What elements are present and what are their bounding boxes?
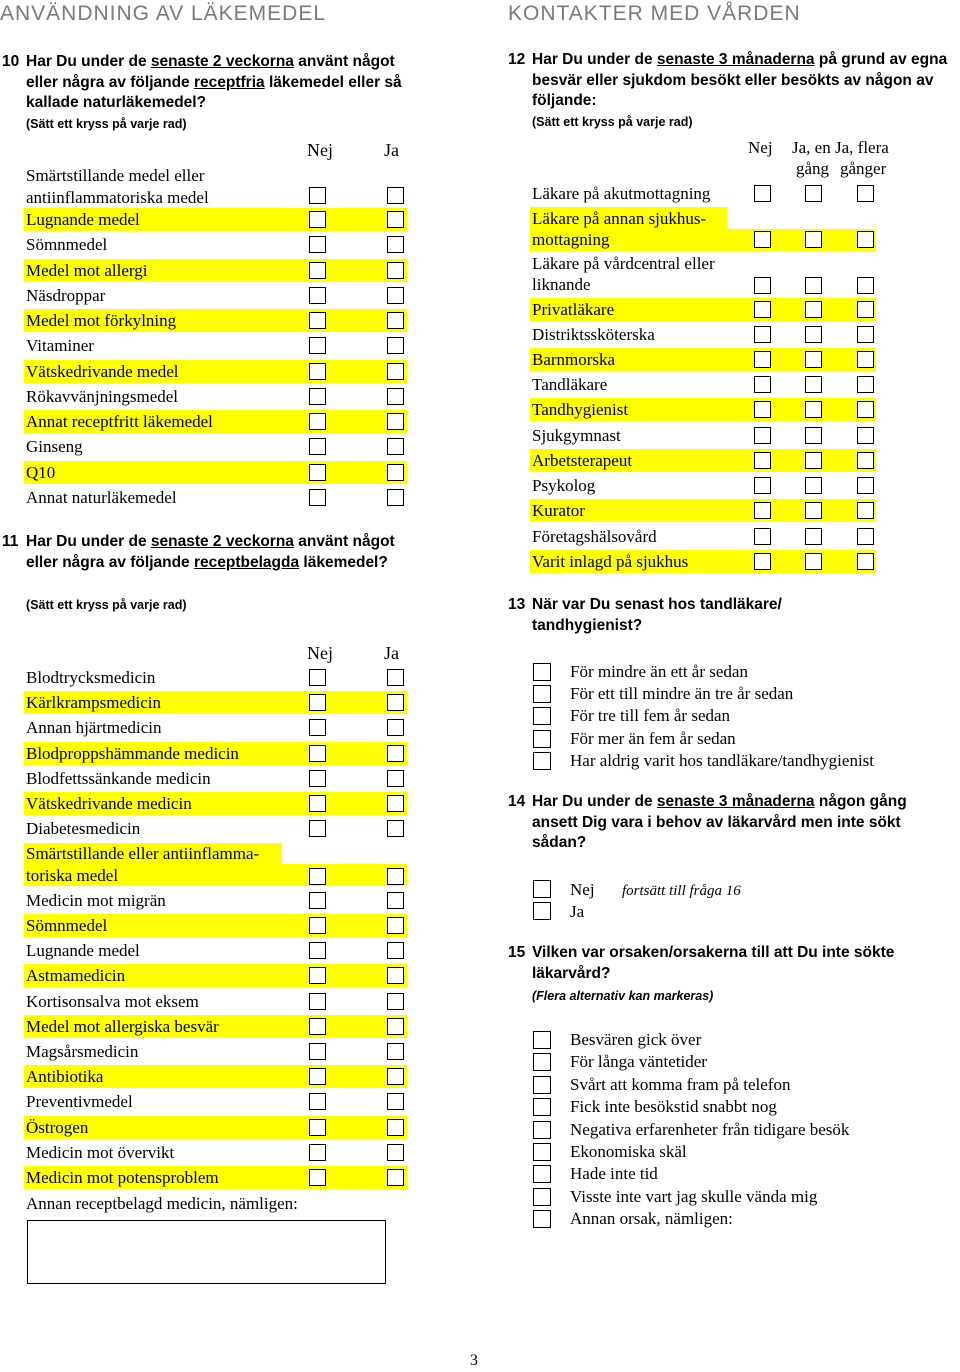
option-label: Annan orsak, nämligen: xyxy=(570,1209,733,1229)
item-label: Lugnande medel xyxy=(26,941,140,960)
checkbox-yes[interactable] xyxy=(387,770,404,787)
item-label: Sömnmedel xyxy=(26,916,108,935)
answer-row xyxy=(24,1065,407,1088)
column-header-many: Ja, flera xyxy=(835,138,889,157)
item-label: Smärtstillande eller antiinflamma- xyxy=(26,844,260,863)
column-header-once-2: gång xyxy=(796,159,830,178)
checkbox-q15-option[interactable] xyxy=(533,1031,551,1049)
answer-row xyxy=(530,298,876,321)
instruction: (Sätt ett kryss på varje rad) xyxy=(26,117,187,131)
item-label: Preventivmedel xyxy=(26,1092,133,1111)
checkbox-no[interactable] xyxy=(754,376,771,393)
checkbox-once[interactable] xyxy=(805,502,822,519)
checkbox-no[interactable] xyxy=(754,502,771,519)
option-label: Besvären gick över xyxy=(570,1030,702,1049)
checkbox-no[interactable] xyxy=(309,993,326,1010)
item-label: Annat receptfritt läkemedel xyxy=(26,412,213,432)
column-header-once: Ja, en xyxy=(792,138,831,157)
checkbox-no[interactable] xyxy=(309,262,326,279)
skip-note: fortsätt till fråga 16 xyxy=(622,883,741,899)
item-label: liknande xyxy=(532,275,591,294)
checkbox-no[interactable] xyxy=(754,301,771,318)
checkbox-no[interactable] xyxy=(309,795,326,812)
answer-row xyxy=(530,398,876,421)
answer-row xyxy=(24,666,407,689)
answer-row xyxy=(24,817,407,840)
question-14 xyxy=(508,792,948,854)
question-11 xyxy=(2,532,412,573)
checkbox-yes[interactable] xyxy=(387,917,404,934)
question-12 xyxy=(508,50,958,112)
answer-row xyxy=(24,435,407,458)
answer-row xyxy=(24,461,407,484)
answer-row xyxy=(24,792,407,815)
option-label: För tre till fem år sedan xyxy=(570,706,731,725)
checkbox-yes[interactable] xyxy=(387,464,404,481)
question-number: 15 xyxy=(508,944,526,961)
answer-row xyxy=(24,914,407,937)
checkbox-no[interactable] xyxy=(754,452,771,469)
item-label: Läkare på vårdcentral eller xyxy=(532,254,715,273)
checkbox-once[interactable] xyxy=(805,185,822,202)
item-label: Annan hjärtmedicin xyxy=(26,718,162,737)
option-label: Nej xyxy=(570,880,595,899)
answer-row xyxy=(24,691,407,714)
checkbox-many[interactable] xyxy=(857,528,874,545)
checkbox-q15-option[interactable] xyxy=(533,1121,551,1139)
checkbox-once[interactable] xyxy=(805,326,822,343)
question-number: 14 xyxy=(508,793,526,810)
item-label: Astmamedicin xyxy=(26,966,126,985)
checkbox-no[interactable] xyxy=(309,868,326,885)
checkbox-no[interactable] xyxy=(309,1144,326,1161)
checkbox-yes[interactable] xyxy=(387,1018,404,1035)
checkbox-no[interactable] xyxy=(754,185,771,202)
answer-row xyxy=(24,1090,407,1113)
checkbox-yes[interactable] xyxy=(387,1119,404,1136)
item-label: Annat naturläkemedel xyxy=(26,487,177,507)
checkbox-no[interactable] xyxy=(754,528,771,545)
answer-row xyxy=(530,323,876,346)
checkbox-yes[interactable] xyxy=(387,1144,404,1161)
checkbox-q15-option[interactable] xyxy=(533,1098,551,1116)
option-label: För mer än fem år sedan xyxy=(570,729,736,748)
option-label: För ett till mindre än tre år sedan xyxy=(570,684,794,703)
checkbox-q13-option[interactable] xyxy=(533,730,551,748)
question-text: Har Du under de senaste 2 veckorna använt något eller några av följande receptbelagda läkemedel? xyxy=(26,533,395,571)
checkbox-yes[interactable] xyxy=(387,438,404,455)
checkbox-no[interactable] xyxy=(309,312,326,329)
checkbox-q15-option[interactable] xyxy=(533,1053,551,1071)
checkbox-many[interactable] xyxy=(857,231,874,248)
answer-row xyxy=(530,525,876,548)
item-label: Tandhygienist xyxy=(532,400,629,419)
checkbox-yes[interactable] xyxy=(387,312,404,329)
checkbox-many[interactable] xyxy=(857,301,874,318)
checkbox-yes[interactable] xyxy=(387,892,404,909)
option-label: Hade inte tid xyxy=(570,1164,658,1184)
item-label: Distriktssköterska xyxy=(532,325,655,344)
checkbox-many[interactable] xyxy=(857,502,874,519)
answer-row xyxy=(24,889,407,912)
checkbox-yes[interactable] xyxy=(387,236,404,253)
instruction: (Sätt ett kryss på varje rad) xyxy=(26,598,187,612)
checkbox-no[interactable] xyxy=(309,694,326,711)
item-label: Blodproppshämmande medicin xyxy=(26,744,239,763)
other-medicine-label: Annan receptbelagd medicin, nämligen: xyxy=(26,1194,298,1213)
checkbox-q14-yes[interactable] xyxy=(533,902,551,920)
item-label: Kärlkrampsmedicin xyxy=(26,693,162,712)
page-number: 3 xyxy=(470,1352,478,1369)
checkbox-yes[interactable] xyxy=(387,719,404,736)
checkbox-no[interactable] xyxy=(309,211,326,228)
checkbox-yes[interactable] xyxy=(387,942,404,959)
checkbox-no[interactable] xyxy=(309,489,326,506)
column-header-no: Nej xyxy=(748,138,773,157)
answer-row xyxy=(530,424,876,447)
section-title-care-contacts: KONTAKTER MED VÅRDEN xyxy=(508,2,801,25)
checkbox-once[interactable] xyxy=(805,231,822,248)
checkbox-no[interactable] xyxy=(309,413,326,430)
checkbox-no[interactable] xyxy=(754,553,771,570)
checkbox-no[interactable] xyxy=(309,892,326,909)
checkbox-no[interactable] xyxy=(309,745,326,762)
checkbox-no[interactable] xyxy=(309,388,326,405)
question-number: 12 xyxy=(508,51,526,68)
checkbox-yes[interactable] xyxy=(387,489,404,506)
answer-row xyxy=(530,474,876,497)
item-label: Ginseng xyxy=(26,437,83,457)
checkbox-q14-no[interactable] xyxy=(533,880,551,898)
item-label: Medel mot allergiska besvär xyxy=(26,1017,219,1036)
item-label: Lugnande medel xyxy=(26,210,140,229)
item-label: antiinflammatoriska medel xyxy=(26,188,209,207)
checkbox-yes[interactable] xyxy=(387,795,404,812)
answer-row xyxy=(530,449,876,472)
item-label: Smärtstillande medel eller xyxy=(26,166,205,185)
item-label: Läkare på akutmottagning xyxy=(532,184,711,203)
checkbox-yes[interactable] xyxy=(387,1169,404,1186)
checkbox-yes[interactable] xyxy=(387,820,404,837)
checkbox-yes[interactable] xyxy=(387,337,404,354)
checkbox-yes[interactable] xyxy=(387,1068,404,1085)
answer-row xyxy=(24,486,407,509)
checkbox-no[interactable] xyxy=(309,464,326,481)
item-label: Medel mot förkylning xyxy=(26,311,177,331)
answer-row xyxy=(24,939,407,962)
item-label: Sömnmedel xyxy=(26,235,108,255)
answer-row xyxy=(24,259,407,282)
option-label: Ja xyxy=(570,902,585,921)
answer-row xyxy=(24,208,407,231)
checkbox-once[interactable] xyxy=(805,401,822,418)
checkbox-no[interactable] xyxy=(754,351,771,368)
item-label: Blodfettssänkande medicin xyxy=(26,769,211,788)
other-medicine-input[interactable] xyxy=(27,1220,386,1284)
item-label: Arbetsterapeut xyxy=(532,451,633,470)
item-label: Vätskedrivande medel xyxy=(26,361,179,381)
checkbox-q15-option[interactable] xyxy=(533,1143,551,1161)
checkbox-no[interactable] xyxy=(309,669,326,686)
answer-row xyxy=(24,385,407,408)
answer-row xyxy=(24,716,407,739)
answer-row xyxy=(24,334,407,357)
checkbox-many[interactable] xyxy=(857,326,874,343)
checkbox-no[interactable] xyxy=(309,438,326,455)
checkbox-once[interactable] xyxy=(805,427,822,444)
checkbox-yes[interactable] xyxy=(387,993,404,1010)
checkbox-once[interactable] xyxy=(805,477,822,494)
checkbox-once[interactable] xyxy=(805,277,822,294)
option-label: Fick inte besökstid snabbt nog xyxy=(570,1097,777,1117)
checkbox-many[interactable] xyxy=(857,351,874,368)
checkbox-no[interactable] xyxy=(309,820,326,837)
item-label: Q10 xyxy=(26,462,56,482)
checkbox-many[interactable] xyxy=(857,452,874,469)
answer-row xyxy=(24,1040,407,1063)
question-number: 10 xyxy=(2,53,20,70)
checkbox-no[interactable] xyxy=(309,719,326,736)
answer-row xyxy=(530,348,876,371)
checkbox-many[interactable] xyxy=(857,427,874,444)
item-label: Näsdroppar xyxy=(26,285,106,305)
checkbox-no[interactable] xyxy=(754,427,771,444)
option-label: Negativa erfarenheter från tidigare besök xyxy=(570,1119,850,1139)
section-title-medication: ANVÄNDNING AV LÄKEMEDEL xyxy=(0,2,327,25)
checkbox-once[interactable] xyxy=(805,553,822,570)
checkbox-many[interactable] xyxy=(857,477,874,494)
checkbox-yes[interactable] xyxy=(387,262,404,279)
checkbox-many[interactable] xyxy=(857,277,874,294)
checkbox-q15-option[interactable] xyxy=(533,1210,551,1228)
instruction: (Flera alternativ kan markeras) xyxy=(532,989,714,1003)
column-header-yes: Ja xyxy=(384,643,399,663)
answer-row xyxy=(24,1015,407,1038)
item-label: Varit inlagd på sjukhus xyxy=(532,552,689,571)
checkbox-no[interactable] xyxy=(309,967,326,984)
option-label: Svårt att komma fram på telefon xyxy=(570,1074,791,1094)
checkbox-yes[interactable] xyxy=(387,669,404,686)
question-13 xyxy=(508,595,948,636)
item-label: Vitaminer xyxy=(26,336,94,356)
checkbox-yes[interactable] xyxy=(387,967,404,984)
checkbox-once[interactable] xyxy=(805,528,822,545)
checkbox-once[interactable] xyxy=(805,376,822,393)
item-label: Företagshälsovård xyxy=(532,527,657,546)
answer-row xyxy=(24,1166,407,1189)
checkbox-yes[interactable] xyxy=(387,187,404,204)
answer-row xyxy=(24,309,407,332)
question-number: 13 xyxy=(508,596,526,613)
checkbox-yes[interactable] xyxy=(387,745,404,762)
checkbox-many[interactable] xyxy=(857,185,874,202)
option-label: Har aldrig varit hos tandläkare/tandhygienist xyxy=(570,751,875,770)
checkbox-no[interactable] xyxy=(754,401,771,418)
question-text: Har Du under de senaste 3 månaderna någon gång ansett Dig vara i behov av läkarvård men inte sökt sådan? xyxy=(532,793,907,851)
item-label: Medicin mot potensproblem xyxy=(26,1168,219,1187)
item-label: Kurator xyxy=(532,501,585,520)
item-label: Vätskedrivande medicin xyxy=(26,794,192,813)
question-text: När var Du senast hos tandläkare/ tandhygienist? xyxy=(532,596,782,634)
item-label: Privatläkare xyxy=(532,300,615,319)
answer-row xyxy=(24,964,407,987)
answer-row xyxy=(24,767,407,790)
item-label: Tandläkare xyxy=(532,375,608,394)
item-label: Diabetesmedicin xyxy=(26,819,141,838)
checkbox-yes[interactable] xyxy=(387,868,404,885)
checkbox-no[interactable] xyxy=(754,477,771,494)
item-label: Blodtrycksmedicin xyxy=(26,668,156,687)
checkbox-no[interactable] xyxy=(309,1018,326,1035)
answer-row xyxy=(530,373,876,396)
checkbox-q15-option[interactable] xyxy=(533,1188,551,1206)
item-label: Barnmorska xyxy=(532,350,616,369)
checkbox-yes[interactable] xyxy=(387,1043,404,1060)
option-label: Visste inte vart jag skulle vända mig xyxy=(570,1186,818,1206)
checkbox-yes[interactable] xyxy=(387,413,404,430)
column-header-no: Nej xyxy=(307,643,333,663)
item-label: Rökavvänjningsmedel xyxy=(26,386,179,406)
item-label: toriska medel xyxy=(26,866,119,885)
item-label: Medel mot allergi xyxy=(26,260,148,280)
checkbox-no[interactable] xyxy=(309,942,326,959)
checkbox-no[interactable] xyxy=(309,770,326,787)
item-label: Magsårsmedicin xyxy=(26,1042,139,1061)
question-text: Har Du under de senaste 3 månaderna på grund av egna besvär eller sjukdom besökt eller besökts av någon av följande: xyxy=(532,51,948,109)
checkbox-no[interactable] xyxy=(309,917,326,934)
question-15 xyxy=(508,943,948,984)
checkbox-many[interactable] xyxy=(857,376,874,393)
checkbox-yes[interactable] xyxy=(387,388,404,405)
checkbox-q13-option[interactable] xyxy=(533,707,551,725)
item-label: Medicin mot övervikt xyxy=(26,1143,175,1162)
checkbox-q15-option[interactable] xyxy=(533,1076,551,1094)
item-label: Antibiotika xyxy=(26,1067,104,1086)
answer-row xyxy=(530,499,876,522)
checkbox-yes[interactable] xyxy=(387,1093,404,1110)
checkbox-no[interactable] xyxy=(754,277,771,294)
instruction: (Sätt ett kryss på varje rad) xyxy=(532,115,693,129)
option-label: Ekonomiska skäl xyxy=(570,1142,687,1161)
answer-row xyxy=(24,1141,407,1164)
item-label: Östrogen xyxy=(26,1118,89,1137)
checkbox-no[interactable] xyxy=(309,1043,326,1060)
option-label: För mindre än ett år sedan xyxy=(570,662,748,681)
checkbox-yes[interactable] xyxy=(387,211,404,228)
checkbox-yes[interactable] xyxy=(387,363,404,380)
checkbox-once[interactable] xyxy=(805,351,822,368)
column-header-yes: Ja xyxy=(384,140,399,160)
item-label: Medicin mot migrän xyxy=(26,891,166,910)
question-number: 11 xyxy=(2,533,19,550)
answer-row xyxy=(24,742,407,765)
checkbox-no[interactable] xyxy=(309,287,326,304)
checkbox-once[interactable] xyxy=(805,301,822,318)
checkbox-yes[interactable] xyxy=(387,287,404,304)
answer-row xyxy=(24,360,407,383)
column-header-many-2: gånger xyxy=(840,159,887,178)
answer-row xyxy=(530,550,876,573)
answer-row xyxy=(530,182,876,205)
checkbox-q13-option[interactable] xyxy=(533,685,551,703)
checkbox-many[interactable] xyxy=(857,553,874,570)
checkbox-no[interactable] xyxy=(309,337,326,354)
answer-row xyxy=(24,1116,407,1139)
checkbox-no[interactable] xyxy=(309,1119,326,1136)
answer-row xyxy=(24,990,407,1013)
item-label: Läkare på annan sjukhus- xyxy=(532,209,707,228)
option-label: För långa väntetider xyxy=(570,1052,707,1072)
item-label: Sjukgymnast xyxy=(532,426,621,445)
checkbox-no[interactable] xyxy=(309,1068,326,1085)
checkbox-q13-option[interactable] xyxy=(533,752,551,770)
answer-row xyxy=(24,233,407,256)
answer-row xyxy=(24,284,407,307)
checkbox-q13-option[interactable] xyxy=(533,663,551,681)
item-label: mottagning xyxy=(532,230,610,249)
checkbox-no[interactable] xyxy=(309,236,326,253)
question-text: Har Du under de senaste 2 veckorna använt något eller några av följande receptfria läkemedel eller så kallade naturläkemedel? xyxy=(26,53,402,111)
checkbox-no[interactable] xyxy=(309,1169,326,1186)
question-text: Vilken var orsaken/orsakerna till att Du inte sökte läkarvård? xyxy=(532,944,895,982)
checkbox-once[interactable] xyxy=(805,452,822,469)
checkbox-no[interactable] xyxy=(754,231,771,248)
checkbox-no[interactable] xyxy=(309,1093,326,1110)
checkbox-q15-option[interactable] xyxy=(533,1165,551,1183)
checkbox-no[interactable] xyxy=(309,187,326,204)
checkbox-yes[interactable] xyxy=(387,694,404,711)
question-10 xyxy=(2,52,402,114)
item-label: Kortisonsalva mot eksem xyxy=(26,992,199,1011)
checkbox-no[interactable] xyxy=(309,363,326,380)
checkbox-many[interactable] xyxy=(857,401,874,418)
answer-row xyxy=(24,410,407,433)
column-header-no: Nej xyxy=(307,140,333,160)
checkbox-no[interactable] xyxy=(754,326,771,343)
item-label: Psykolog xyxy=(532,476,596,495)
